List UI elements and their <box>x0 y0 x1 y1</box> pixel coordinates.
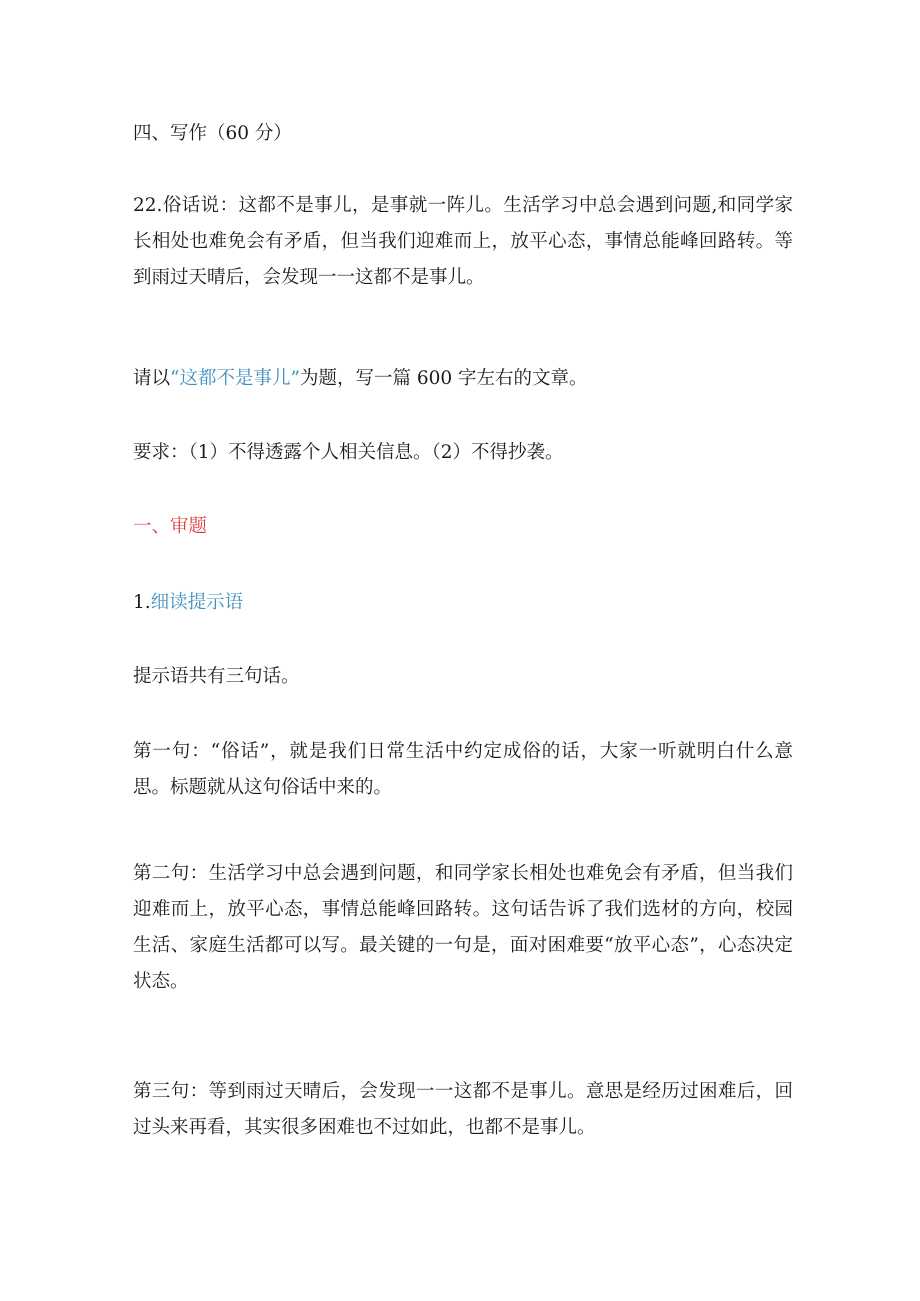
analysis-intro: 提示语共有三句话。 <box>133 666 300 687</box>
question-text: 22.俗话说：这都不是事儿，是事就一阵儿。生活学习中总会遇到问题,和同学家长相处也难免会有矛盾，但当我们迎难而上，放平心态，事情总能峰回路转。等到雨过天晴后，会发现一一这都不是事儿。 <box>133 195 793 288</box>
sentence-three-analysis: 第三句：等到雨过天晴后，会发现一一这都不是事儿。意思是经历过困难后，回过头来再看，其实很多困难也不过如此，也都不是事儿。 <box>133 1081 793 1138</box>
writing-prompt <box>133 366 588 392</box>
sentence-one-analysis: 第一句：“俗话”，就是我们日常生活中约定成俗的话，大家一听就明白什么意思。标题就从这句俗话中来的。 <box>133 741 793 798</box>
section-title: 四、写作（60 分） <box>133 123 292 144</box>
prompt-after: 为题，写一篇 600 字左右的文章。 <box>299 368 588 389</box>
prompt-title-highlight: “这都不是事儿” <box>170 368 300 389</box>
analysis-heading: 一、审题 <box>133 516 208 537</box>
prompt-before: 请以 <box>133 368 171 389</box>
requirements: 要求：（1）不得透露个人相关信息。（2）不得抄袭。 <box>133 442 564 463</box>
sub-heading <box>133 590 243 616</box>
sub-heading-text: 细读提示语 <box>150 592 244 613</box>
sentence-two-analysis: 第二句：生活学习中总会遇到问题，和同学家长相处也难免会有矛盾，但当我们迎难而上，放平心态，事情总能峰回路转。这句话告诉了我们选材的方向，校园生活、家庭生活都可以写。最关键的一句是，面对困难要“放平心态”，心态决定状态。 <box>133 863 793 992</box>
sub-number: 1. <box>133 592 151 613</box>
